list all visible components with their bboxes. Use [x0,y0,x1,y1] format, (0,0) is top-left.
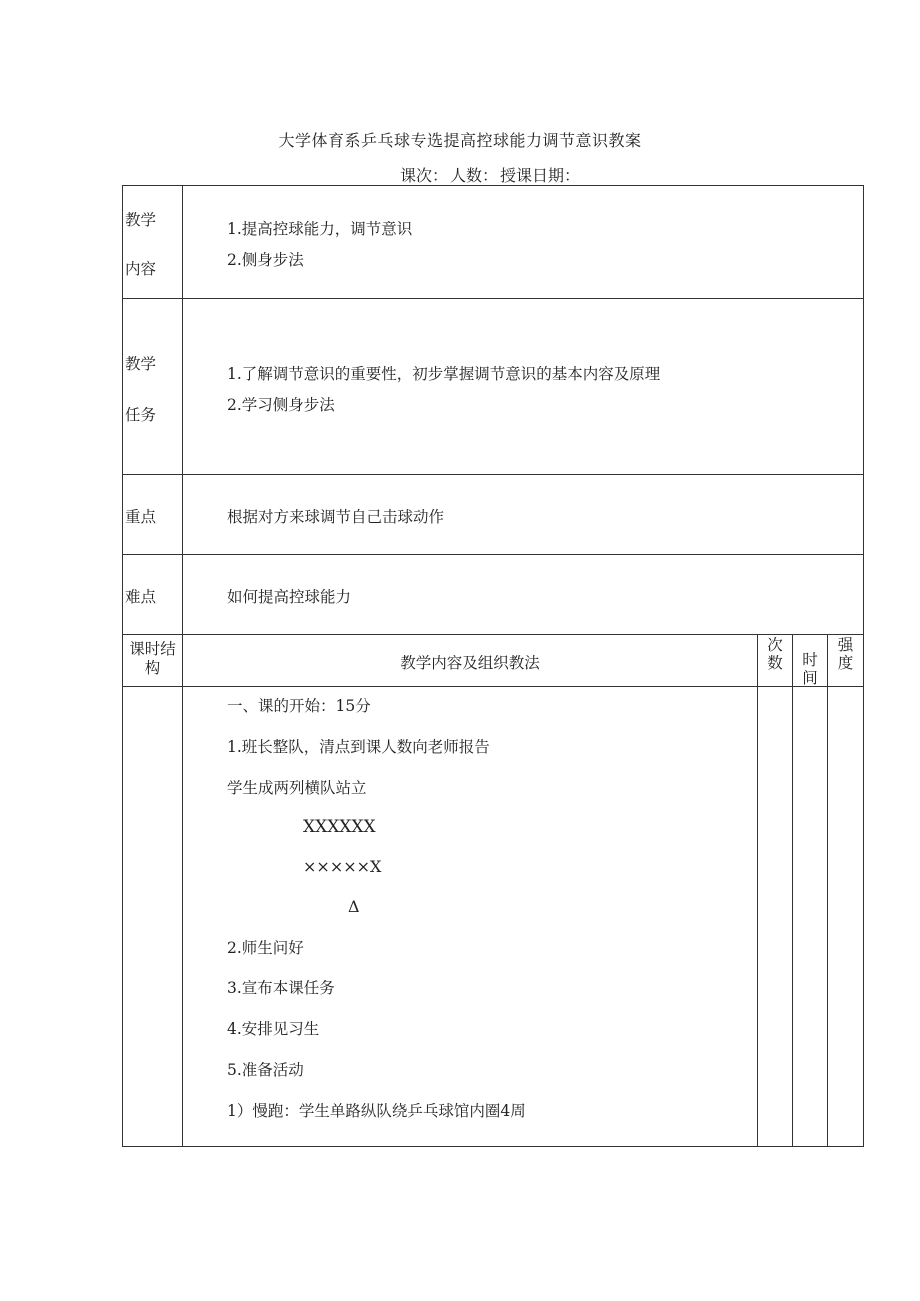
structure-header-line-1: 课时结 [129,640,176,658]
intensity-header-line-1: 强 [837,636,854,654]
content-label-line-1: 教学 [125,211,157,229]
step-4: 4.安排见习生 [227,1020,320,1038]
key-point-label: 重点 [125,508,157,526]
formation-note: 学生成两列横队站立 [227,779,367,797]
formation-row-1: XXXXXX [303,817,376,837]
lesson-plan-table [122,185,864,1147]
intensity-header-line-2: 度 [837,654,854,672]
step-3: 3.宣布本课任务 [227,979,335,997]
document-title: 大学体育系乒乓球专选提高控球能力调节意识教案 [278,131,642,150]
teacher-position-mark: Δ [348,897,360,916]
time-header-line-2: 间 [802,669,818,687]
structure-header-line-2: 构 [144,659,161,677]
tasks-label-line-2: 任务 [125,406,157,424]
row-divider [123,686,863,687]
count-header-line-1: 次 [767,636,783,654]
lesson-date-label: 授课日期： [500,166,581,185]
time-header-line-1: 时 [802,651,818,669]
lesson-number-label: 课次： [400,166,449,185]
time-header [793,651,827,687]
row-divider [123,554,863,555]
row-divider [123,474,863,475]
lesson-meta [400,163,582,186]
difficulty-label: 难点 [125,588,157,606]
difficulty-text: 如何提高控球能力 [227,588,352,606]
content-item-1: 1.提高控球能力，调节意识 [227,220,413,238]
content-item-2: 2.侧身步法 [227,251,304,269]
step-5-1: 1）慢跑：学生单路纵队绕乒乓球馆内圈4周 [227,1102,526,1120]
content-method-header: 教学内容及组织教法 [400,654,540,672]
section-title: 一、课的开始：15分 [227,697,371,715]
column-divider [792,634,793,1146]
row-divider [123,298,863,299]
intensity-header [828,636,863,672]
formation-row-2: ×××××X [303,857,382,876]
tasks-label-line-1: 教学 [125,355,157,373]
key-point-text: 根据对方来球调节自己击球动作 [227,508,445,526]
step-5: 5.准备活动 [227,1061,304,1079]
count-header [758,636,792,672]
content-label-line-2: 内容 [125,260,157,278]
task-item-2: 2.学习侧身步法 [227,396,335,414]
row-divider [123,634,863,635]
step-1: 1.班长整队，清点到课人数向老师报告 [227,738,490,756]
column-divider [757,634,758,1146]
structure-header [123,640,182,678]
people-count-label: 人数： [450,166,499,185]
count-header-line-2: 数 [767,654,783,672]
step-2: 2.师生问好 [227,939,304,957]
column-divider [827,634,828,1146]
task-item-1: 1.了解调节意识的重要性，初步掌握调节意识的基本内容及原理 [227,365,661,383]
